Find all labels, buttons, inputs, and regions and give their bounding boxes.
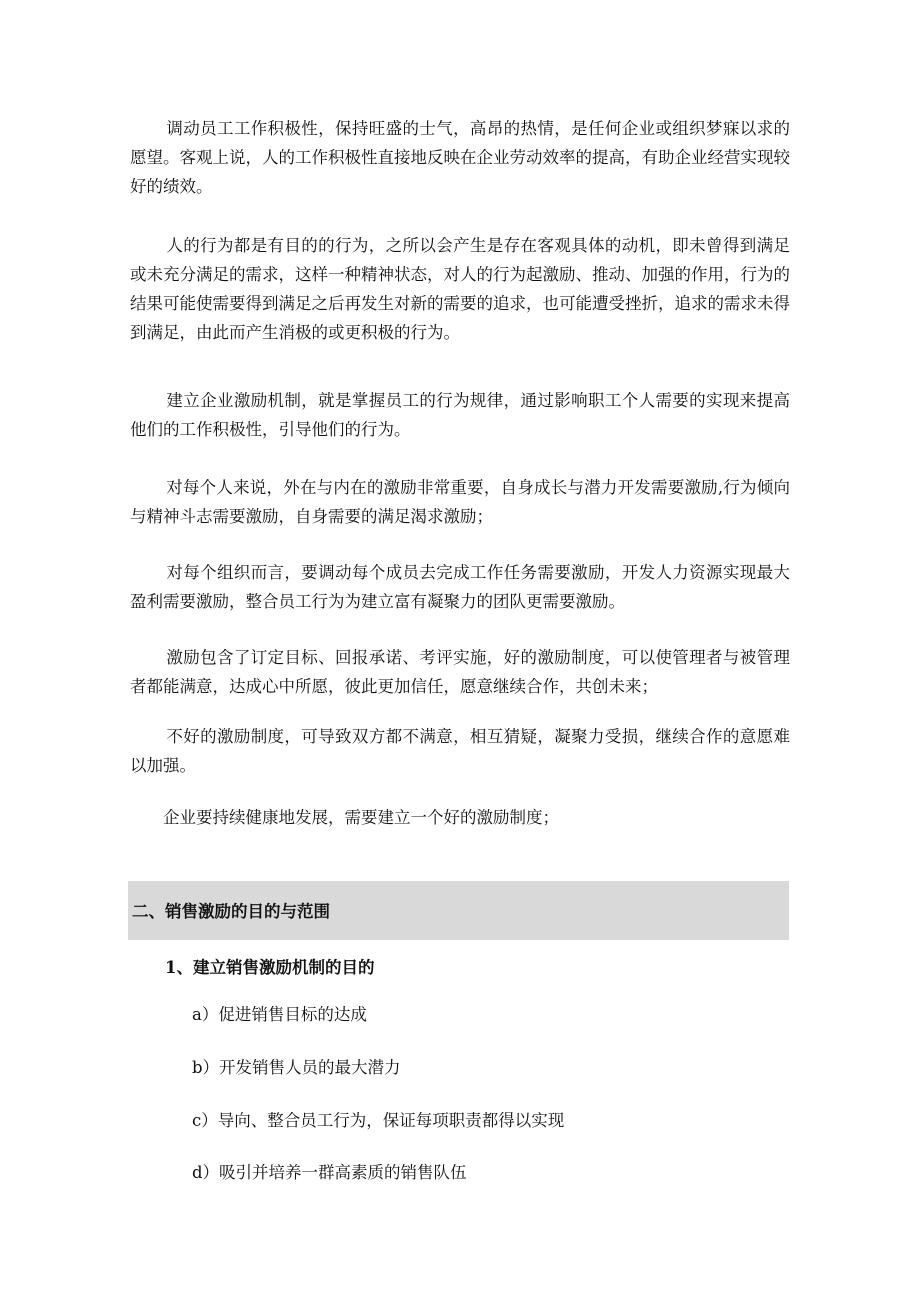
paragraph-text: 对每个组织而言，要调动每个成员去完成工作任务需要激励，开发人力资源实现最大盈利需要激励，整合员工行为为建立富有凝聚力的团队更需要激励。 (130, 563, 790, 611)
paragraph-2 (130, 231, 790, 347)
paragraph-4 (130, 473, 790, 531)
paragraph-text: 建立企业激励机制，就是掌握员工的行为规律，通过影响职工个人需要的实现来提高他们的工作积极性，引导他们的行为。 (130, 391, 790, 439)
paragraph-text: 对每个人来说，外在与内在的激励非常重要，自身成长与潜力开发需要激励,行为倾向与精神斗志需要激励，自身需要的满足渴求激励； (130, 478, 790, 526)
paragraph-text: 企业要持续健康地发展，需要建立一个好的激励制度； (163, 808, 559, 827)
paragraph-text: 不好的激励制度，可导致双方都不满意，相互猜疑，凝聚力受损，继续合作的意愿难以加强。 (130, 727, 790, 775)
list-item-c: c）导向、整合员工行为，保证每项职责都得以实现 (192, 1111, 565, 1130)
paragraph-text: 人的行为都是有目的的行为，之所以会产生是存在客观具体的动机，即未曾得到满足或未充分满足的需求，这样一种精神状态，对人的行为起激励、推动、加强的作用，行为的结果可能使需要得到满足之后再发生对新的需要的追求，也可能遭受挫折，追求的需求未得到满足，由此而产生消极的或更积极的行为。 (130, 236, 790, 342)
paragraph-7 (130, 722, 790, 780)
paragraph-8 (130, 803, 790, 832)
sub-heading: 1、建立销售激励机制的目的 (165, 958, 375, 977)
list-item-a: a）促进销售目标的达成 (192, 1005, 367, 1024)
section-heading-bar (128, 881, 789, 940)
list-item-b: b）开发销售人员的最大潜力 (192, 1058, 401, 1077)
list-item-d: d）吸引并培养一群高素质的销售队伍 (192, 1163, 467, 1182)
paragraph-text: 激励包含了订定目标、回报承诺、考评实施，好的激励制度，可以使管理者与被管理者都能满意，达成心中所愿，彼此更加信任，愿意继续合作，共创未来； (130, 648, 790, 696)
section-title: 二、销售激励的目的与范围 (132, 902, 330, 921)
paragraph-6 (130, 643, 790, 701)
paragraph-5 (130, 558, 790, 616)
paragraph-3 (130, 386, 790, 444)
paragraph-1 (130, 114, 790, 201)
paragraph-text: 调动员工工作积极性，保持旺盛的士气，高昂的热情，是任何企业或组织梦寐以求的愿望。客观上说，人的工作积极性直接地反映在企业劳动效率的提高，有助企业经营实现较好的绩效。 (130, 119, 790, 196)
